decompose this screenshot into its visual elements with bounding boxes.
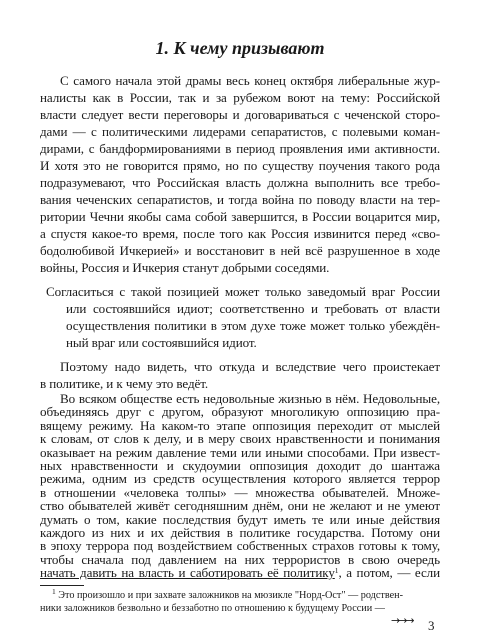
text-line: думать о том, какие последствия будут иметь те или иные действия xyxy=(40,511,440,527)
section-heading: 1. К чему призывают xyxy=(155,38,325,58)
quote-line: или состоявшийся идиот; соответственно и требовать от власти xyxy=(66,301,440,316)
text-line: ных нравственности и скудоумии оппозиция доходит до шантажа xyxy=(40,458,440,473)
text-line: ритории Чечни якобы сама собой завершится, в России воцарится мир, xyxy=(40,209,440,224)
continuation-arrows-icon: →→→ xyxy=(391,614,413,627)
text-line: войны, Россия и Ичкерия станут добрыми соседями. xyxy=(40,260,330,275)
underlined-text: начать давить на власть и саботировать её политику xyxy=(40,565,335,581)
text-line: Поэтому надо видеть, что откуда и вследствие чего проистекает xyxy=(60,359,440,374)
text-line: бодолюбивой Ичкерией» и восстановит в ней всё разрушенное в ходе xyxy=(40,243,440,258)
text-line: объединяясь друг с другом, образуют многоликую оппозицию пра- xyxy=(40,404,440,420)
footnote-text: Это произошло и при захвате заложников на мюзикле "Норд-Ост" — родствен- xyxy=(58,590,403,601)
text-line: подразумевают, что Российская власть должна выполнить все требо- xyxy=(40,175,440,190)
text-line: в эпоху террора под воздействием собственных страхов готовы к тому, xyxy=(40,538,440,554)
text-line: чтобы сначала под давлением на них террористов в свою очередь xyxy=(40,551,440,567)
text-line: налисты как в России, так и за рубежом воют на тему: Российской xyxy=(40,90,440,105)
footnote-line: ники заложников безвольно и беззаботно по отношению к будущему России — xyxy=(40,603,385,614)
footnote-marker: 1 xyxy=(52,587,56,596)
text-line: Во всяком обществе есть недовольные жизнью в нём. Недовольные, xyxy=(60,391,440,406)
quote-line: Согласиться с такой позицией может только заведомый враг России xyxy=(46,284,440,299)
text-line: власти следует вести переговоры и договариваться с чеченской сторо- xyxy=(40,107,440,122)
text-line-with-footnote-ref xyxy=(40,566,440,579)
footnote-divider xyxy=(40,585,84,586)
line-tail: , а потом, — если xyxy=(338,565,440,581)
text-line: вания чеченских сепаратистов, и тогда война по поводу власти на тер- xyxy=(40,192,440,207)
footnote-line xyxy=(52,589,428,602)
footnote-ref[interactable]: 1 xyxy=(334,566,339,576)
text-line: в политике, и к чему это ведёт. xyxy=(40,376,209,391)
text-line: режима, одним из средств осуществления которого является террор xyxy=(40,471,440,487)
text-line: оказывает на режим давление теми или иными способами. При извест- xyxy=(40,444,440,460)
page-number: 3 xyxy=(428,618,435,633)
text-line: дирами, с бандформированиями в период проявления ими активности. xyxy=(40,141,440,156)
text-line: каждого из них и их действия в политике государства. Потому они xyxy=(40,525,440,540)
text-line: к словам, от слов к делу, и в меру своих нравственности и понимания xyxy=(40,431,440,447)
text-line: И хотя это не говорится прямо, но по существу поучения такого рода xyxy=(40,158,440,173)
text-line: в отношении «человека толпы» — множества обывателей. Множе- xyxy=(40,484,440,500)
quote-line: осуществления политики в этом духе тоже может только убеждён- xyxy=(66,318,440,333)
text-line: С самого начала этой драмы весь конец октября либеральные жур- xyxy=(60,73,440,88)
text-line: вящему режиму. На каком-то этапе оппозиция переходит от мыслей xyxy=(40,417,440,433)
text-line: ство обывателей живёт сегодняшним днём, они не желают и не умеют xyxy=(40,498,440,514)
text-line: а спустя какое-то время, после того как Россия извинится перед «сво- xyxy=(40,226,440,241)
text-line: дами — с политическими лидерами сепаратистов, с полевыми коман- xyxy=(40,124,440,139)
quote-line: ный враг или состоявшийся идиот. xyxy=(66,335,257,350)
